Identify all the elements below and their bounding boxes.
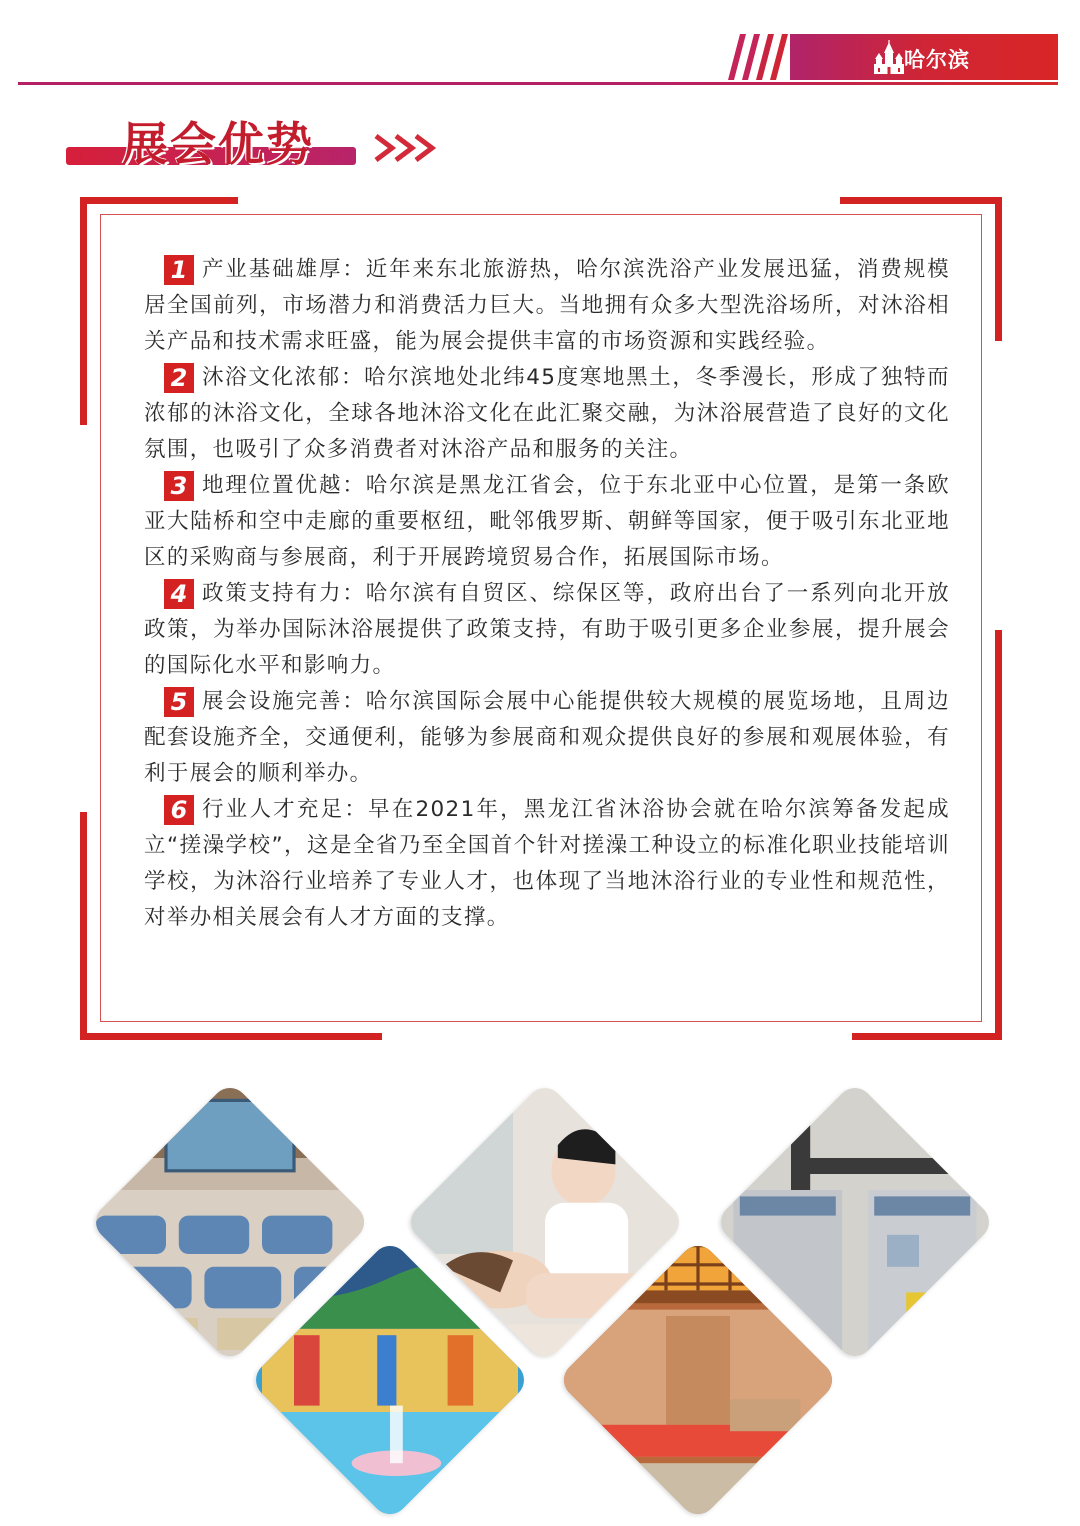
section-title: 展会优势 — [122, 117, 314, 171]
frame-corner — [852, 1033, 1002, 1040]
advantage-text: 政策支持有力：哈尔滨有自贸区、综保区等，政府出台了一系列向北开放政策，为举办国际沐浴展提供了政策支持，有助于吸引更多企业参展，提升展会的国际化水平和影响力。 — [144, 581, 950, 678]
number-badge: 3 — [164, 471, 194, 501]
number-badge: 6 — [164, 795, 194, 825]
advantage-text: 展会设施完善：哈尔滨国际会展中心能提供较大规模的展览场地，且周边配套设施齐全，交通便利，能够为参展商和观众提供良好的参展和观展体验，有利于展会的顺利举办。 — [144, 689, 950, 786]
frame-corner — [80, 197, 87, 425]
brand-name: 哈尔滨 — [904, 48, 970, 72]
header-rule — [18, 82, 1058, 85]
advantage-list — [144, 252, 950, 936]
header-stripes — [728, 34, 792, 80]
advantage-text: 产业基础雄厚：近年来东北旅游热，哈尔滨洗浴产业发展迅猛，消费规模居全国前列，市场潜力和消费活力巨大。当地拥有众多大型洗浴场所，对沐浴相关产品和技术需求旺盛，能为展会提供丰富的市场资源和实践经验。 — [144, 257, 950, 354]
church-skyline-icon — [872, 40, 906, 76]
list-item — [144, 468, 950, 576]
frame-corner — [80, 197, 238, 204]
advantage-text: 地理位置优越：哈尔滨是黑龙江省会，位于东北亚中心位置，是第一条欧亚大陆桥和空中走廊的重要枢纽，毗邻俄罗斯、朝鲜等国家，便于吸引东北亚地区的采购商与参展商，利于开展跨境贸易合作，拓展国际市场。 — [144, 473, 950, 570]
frame-corner — [995, 630, 1002, 1040]
advantage-text: 行业人才充足：早在2021年，黑龙江省沐浴协会就在哈尔滨筹备发起成立“搓澡学校”，这是全省乃至全国首个针对搓澡工种设立的标准化职业技能培训学校，为沐浴行业培养了专业人才，也体现了当地沐浴行业的专业性和规范性，对举办相关展会有人才方面的支撑。 — [144, 797, 950, 930]
number-badge: 1 — [164, 255, 194, 285]
list-item — [144, 252, 950, 360]
frame-corner — [995, 197, 1002, 341]
list-item — [144, 360, 950, 468]
frame-corner — [80, 812, 87, 1040]
triple-chevron-right-icon — [372, 128, 442, 168]
frame-corner — [80, 1033, 382, 1040]
list-item — [144, 684, 950, 792]
advantage-text: 沐浴文化浓郁：哈尔滨地处北纬45度寒地黑土，冬季漫长，形成了独特而浓郁的沐浴文化，全球各地沐浴文化在此汇聚交融，为沐浴展营造了良好的文化氛围，也吸引了众多消费者对沐浴产品和服务的关注。 — [144, 365, 950, 462]
list-item — [144, 576, 950, 684]
number-badge: 2 — [164, 363, 194, 393]
frame-corner — [840, 197, 1002, 204]
number-badge: 5 — [164, 687, 194, 717]
number-badge: 4 — [164, 579, 194, 609]
list-item — [144, 792, 950, 936]
